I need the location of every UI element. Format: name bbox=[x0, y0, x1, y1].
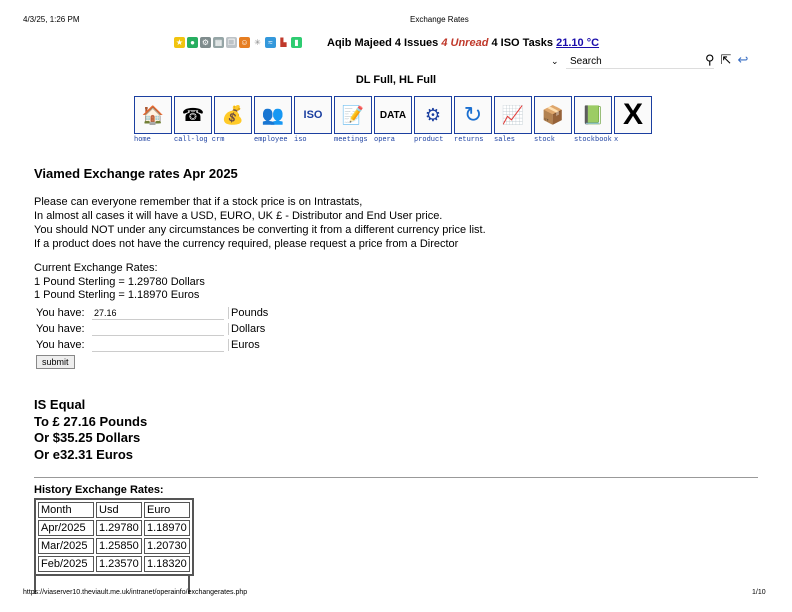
copy-icon[interactable]: ❐ bbox=[227, 38, 236, 47]
status-text bbox=[327, 37, 599, 49]
calculator-icon[interactable]: ▦ bbox=[214, 38, 223, 47]
back-arrow-icon[interactable]: ↩ bbox=[737, 52, 749, 67]
return-arrow-icon: ↻ bbox=[454, 96, 492, 134]
chevron-down-icon[interactable]: ⌄ bbox=[551, 56, 559, 66]
gear-icon[interactable]: ⚙ bbox=[201, 38, 210, 47]
unread-count[interactable]: 4 Unread bbox=[441, 37, 489, 49]
box-icon: 📦 bbox=[534, 96, 572, 134]
magnifier-icon[interactable]: ⚲ bbox=[705, 52, 715, 67]
table-cell: 1.29780 bbox=[96, 520, 142, 536]
table-cell: 1.23570 bbox=[96, 556, 142, 572]
conversion-form bbox=[34, 305, 268, 369]
table-row bbox=[38, 538, 190, 554]
history-table bbox=[34, 498, 194, 576]
dollars-unit: Dollars bbox=[228, 323, 265, 335]
print-url: https://viaserver10.theviault.me.uk/intranet/operainfo/exchangerates.php bbox=[23, 589, 248, 596]
chart-icon: 📈 bbox=[494, 96, 532, 134]
search-actions bbox=[705, 52, 748, 68]
nav-item-returns[interactable]: ↻ returns bbox=[454, 96, 492, 144]
rates-title: Current Exchange Rates: bbox=[34, 262, 158, 274]
history-title: History Exchange Rates: bbox=[34, 484, 164, 496]
nav-item-employee[interactable]: 👥 employee bbox=[254, 96, 292, 144]
table-cell: Apr/2025 bbox=[38, 520, 94, 536]
search-row bbox=[0, 54, 792, 70]
table-cell: 1.18320 bbox=[144, 556, 190, 572]
table-row bbox=[38, 520, 190, 536]
column-header: Euro bbox=[144, 502, 190, 518]
bar-chart-icon[interactable]: ▙ bbox=[278, 37, 289, 48]
column-header: Month bbox=[38, 502, 94, 518]
people-icon: 👥 bbox=[254, 96, 292, 134]
column-header: Usd bbox=[96, 502, 142, 518]
temperature-link[interactable]: 21.10 °C bbox=[556, 37, 600, 49]
table-cell: Feb/2025 bbox=[38, 556, 94, 572]
history-section bbox=[34, 484, 194, 594]
phone-icon: ☎ bbox=[174, 96, 212, 134]
conversion-result: IS Equal To £ 27.16 Pounds Or $35.25 Dollars Or e32.31 Euros bbox=[34, 397, 148, 462]
submit-button[interactable]: submit bbox=[36, 355, 75, 369]
current-rates bbox=[34, 262, 205, 303]
nav-item-call-log[interactable]: ☎ call-log crm bbox=[174, 96, 212, 144]
nav-item-product[interactable]: ⚙ product bbox=[414, 96, 452, 144]
you-have-label: You have: bbox=[36, 323, 85, 335]
print-page-number: 1/10 bbox=[752, 589, 766, 596]
table-cell: 1.20730 bbox=[144, 538, 190, 554]
you-have-label: You have: bbox=[36, 307, 85, 319]
dollars-input[interactable] bbox=[92, 322, 224, 336]
print-datetime: 4/3/25, 1:26 PM bbox=[23, 15, 80, 24]
star-icon[interactable]: ★ bbox=[175, 38, 184, 47]
nav-item-exit[interactable]: X x bbox=[614, 96, 652, 144]
sparkle-icon[interactable]: ✳ bbox=[252, 37, 263, 48]
book-icon: 📗 bbox=[574, 96, 612, 134]
opera-data-icon: DATA bbox=[374, 96, 412, 134]
gears-icon: ⚙ bbox=[414, 96, 452, 134]
bag-icon[interactable]: ▮ bbox=[291, 37, 302, 48]
divider bbox=[34, 477, 758, 478]
pounds-input[interactable] bbox=[92, 306, 224, 320]
nav-item-opera[interactable]: DATA opera bbox=[374, 96, 412, 144]
table-cell: 1.25850 bbox=[96, 538, 142, 554]
pounds-unit: Pounds bbox=[228, 307, 268, 319]
dl-status: DL Full, HL Full bbox=[355, 74, 437, 86]
globe-icon[interactable]: ● bbox=[187, 37, 198, 48]
table-row bbox=[38, 556, 190, 572]
nav-item-meetings[interactable]: 📝 meetings bbox=[334, 96, 372, 144]
notice-paragraph: Please can everyone remember that if a stock price is on Intrastats, In almost all cases it will have a USD, EURO, UK £ - Distributor and End User price. You should NOT under any circumstances be converting it from a different currency price list. If a product does not have the currency required, please request a price from a Director bbox=[34, 196, 486, 250]
print-page-title: Exchange Rates bbox=[410, 15, 469, 24]
smiley-icon[interactable]: ☺ bbox=[240, 38, 249, 47]
nav-item-home[interactable]: 🏠 home bbox=[134, 96, 172, 144]
top-status-bar bbox=[0, 36, 792, 52]
euros-input[interactable] bbox=[92, 338, 224, 352]
iso-icon: ISO bbox=[294, 96, 332, 134]
nav-item-cash[interactable] bbox=[214, 96, 252, 144]
iso-tasks-count[interactable]: 4 ISO Tasks bbox=[491, 37, 554, 49]
nav-item-stockbook[interactable]: 📗 stockbook bbox=[574, 96, 612, 144]
issues-count[interactable]: 4 Issues bbox=[394, 37, 439, 49]
page-heading: Viamed Exchange rates Apr 2025 bbox=[34, 166, 238, 181]
table-header-row bbox=[38, 502, 190, 518]
external-link-icon[interactable]: ⇱ bbox=[720, 52, 732, 67]
euros-unit: Euros bbox=[228, 339, 260, 351]
table-cell: 1.18970 bbox=[144, 520, 190, 536]
nav-item-sales[interactable]: 📈 sales bbox=[494, 96, 532, 144]
nav-toolbar bbox=[134, 96, 652, 144]
rate-eur: 1 Pound Sterling = 1.18970 Euros bbox=[34, 289, 200, 301]
you-have-label: You have: bbox=[36, 339, 85, 351]
cash-register-icon: 💰 bbox=[214, 96, 252, 134]
home-icon: 🏠 bbox=[134, 96, 172, 134]
messenger-icon[interactable]: ≈ bbox=[265, 37, 276, 48]
user-name[interactable]: Aqib Majeed bbox=[327, 37, 392, 49]
x-icon: X bbox=[614, 96, 652, 134]
nav-item-iso[interactable]: ISO iso bbox=[294, 96, 332, 144]
nav-item-stock[interactable]: 📦 stock bbox=[534, 96, 572, 144]
toolbar-icons bbox=[174, 37, 302, 48]
rate-usd: 1 Pound Sterling = 1.29780 Dollars bbox=[34, 275, 205, 288]
search-input[interactable] bbox=[566, 54, 714, 69]
notepad-icon: 📝 bbox=[334, 96, 372, 134]
table-cell: Mar/2025 bbox=[38, 538, 94, 554]
